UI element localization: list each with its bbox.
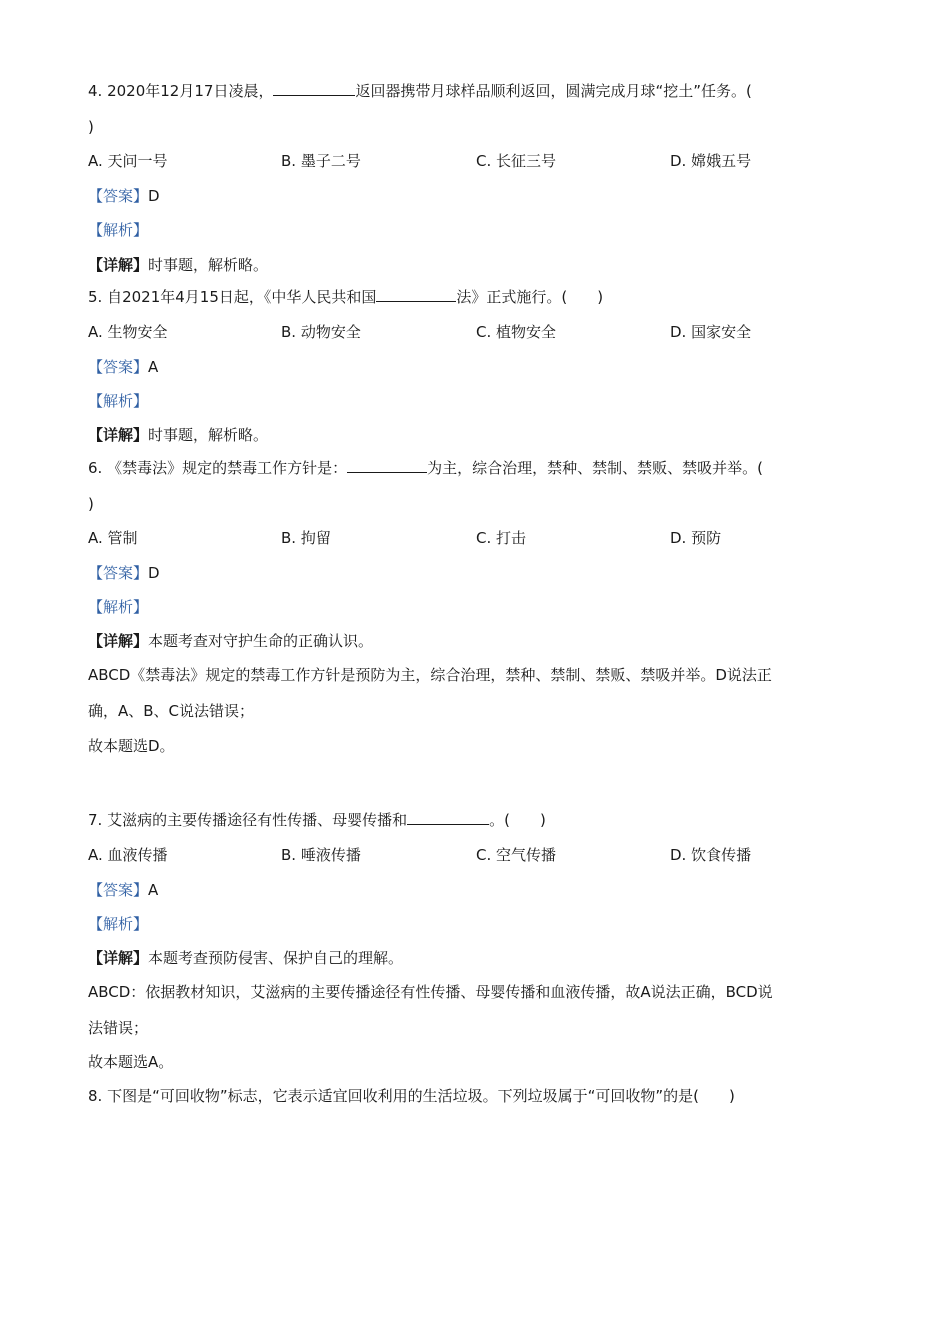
answer-value: D — [148, 564, 160, 582]
answer-line — [88, 357, 158, 377]
option-c: C. 打击 — [476, 529, 527, 547]
option-b: B. 唾液传播 — [281, 846, 361, 864]
detail-tag: 【详解】 — [88, 426, 149, 444]
analysis-tag: 【解析】 — [88, 221, 149, 239]
question-number: 6 — [88, 459, 98, 477]
answer-blank — [376, 287, 456, 302]
option-d: D. 嫦娥五号 — [670, 152, 752, 170]
answer-tag: 【答案】 — [88, 358, 149, 376]
answer-tag: 【答案】 — [88, 187, 149, 205]
detail-line — [88, 255, 268, 275]
question-number: 7 — [88, 811, 98, 829]
option-a: A. 血液传播 — [88, 846, 168, 864]
detail-tag: 【详解】 — [88, 632, 149, 650]
detail-text: 本题考查预防侵害、保护自己的理解。 — [148, 949, 404, 967]
option-d: D. 预防 — [670, 529, 722, 547]
question-8-stem: 8. 下图是“可回收物”标志，它表示适宜回收利用的生活垃圾。下列垃圾属于“可回收物”的是( ) — [88, 1087, 735, 1105]
question-text: 为主，综合治理，禁种、禁制、禁贩、禁吸并举。( — [427, 459, 763, 477]
question-text: 下图是“可回收物”标志，它表示适宜回收利用的生活垃圾。下列垃圾属于“可回收物”的是( ) — [107, 1087, 735, 1105]
option-b: B. 拘留 — [281, 529, 331, 547]
analysis-tag: 【解析】 — [88, 598, 149, 616]
explanation-text: 确，A、B、C说法错误； — [88, 702, 255, 720]
question-text: 。( ) — [489, 811, 546, 829]
question-text: 艾滋病的主要传播途径有性传播、母婴传播和 — [107, 811, 408, 829]
answer-line — [88, 880, 158, 900]
question-text: 2020年12月17日凌晨， — [107, 82, 274, 100]
option-a: A. 管制 — [88, 529, 138, 547]
question-5-stem: 5. 自2021年4月15日起，《中华人民共和国 法》正式施行。( ) — [88, 288, 604, 306]
detail-tag: 【详解】 — [88, 256, 149, 274]
analysis-tag: 【解析】 — [88, 915, 149, 933]
question-4-stem: 4. 2020年12月17日凌晨， 返回器携带月球样品顺利返回，圆满完成月球“挖土”任务。( — [88, 82, 752, 100]
answer-tag: 【答案】 — [88, 564, 149, 582]
answer-tag: 【答案】 — [88, 881, 149, 899]
detail-text: 时事题，解析略。 — [148, 426, 269, 444]
answer-line — [88, 186, 160, 206]
conclusion-text: 故本题选D。 — [88, 737, 175, 755]
question-text: 自2021年4月15日起，《中华人民共和国 — [107, 288, 377, 306]
question-text: 返回器携带月球样品顺利返回，圆满完成月球“挖土”任务。( — [355, 82, 752, 100]
detail-text: 本题考查对守护生命的正确认识。 — [148, 632, 374, 650]
question-text: 法》正式施行。( ) — [456, 288, 604, 306]
option-a: A. 生物安全 — [88, 323, 168, 341]
answer-value: A — [148, 358, 159, 376]
option-d: D. 饮食传播 — [670, 846, 752, 864]
option-b: B. 动物安全 — [281, 323, 361, 341]
answer-blank — [407, 810, 489, 825]
answer-blank — [273, 81, 355, 96]
question-6-stem-close: ) — [88, 495, 94, 513]
detail-line — [88, 631, 373, 651]
question-number: 4 — [88, 82, 98, 100]
answer-value: A — [148, 881, 159, 899]
option-b: B. 墨子二号 — [281, 152, 361, 170]
detail-line — [88, 425, 268, 445]
detail-line — [88, 948, 403, 968]
question-number: 8 — [88, 1087, 98, 1105]
explanation-text: ABCD《禁毒法》规定的禁毒工作方针是预防为主，综合治理，禁种、禁制、禁贩、禁吸并举。D说法正 — [88, 666, 772, 684]
question-7-stem: 7. 艾滋病的主要传播途径有性传播、母婴传播和 。( ) — [88, 811, 546, 829]
option-c: C. 空气传播 — [476, 846, 557, 864]
detail-text: 时事题，解析略。 — [148, 256, 269, 274]
conclusion-text: 故本题选A。 — [88, 1053, 174, 1071]
answer-blank — [347, 458, 427, 473]
explanation-text: 法错误； — [88, 1019, 149, 1037]
option-c: C. 长征三号 — [476, 152, 557, 170]
answer-value: D — [148, 187, 160, 205]
question-text: 《禁毒法》规定的禁毒工作方针是： — [107, 459, 348, 477]
analysis-tag: 【解析】 — [88, 392, 149, 410]
option-a: A. 天问一号 — [88, 152, 168, 170]
option-d: D. 国家安全 — [670, 323, 752, 341]
answer-line — [88, 563, 160, 583]
question-6-stem: 6. 《禁毒法》规定的禁毒工作方针是： 为主，综合治理，禁种、禁制、禁贩、禁吸并举。( — [88, 459, 763, 477]
explanation-text: ABCD：依据教材知识，艾滋病的主要传播途径有性传播、母婴传播和血液传播，故A说法正确，BCD说 — [88, 983, 773, 1001]
question-4-stem-close: ) — [88, 118, 94, 136]
detail-tag: 【详解】 — [88, 949, 149, 967]
option-c: C. 植物安全 — [476, 323, 557, 341]
question-number: 5 — [88, 288, 98, 306]
